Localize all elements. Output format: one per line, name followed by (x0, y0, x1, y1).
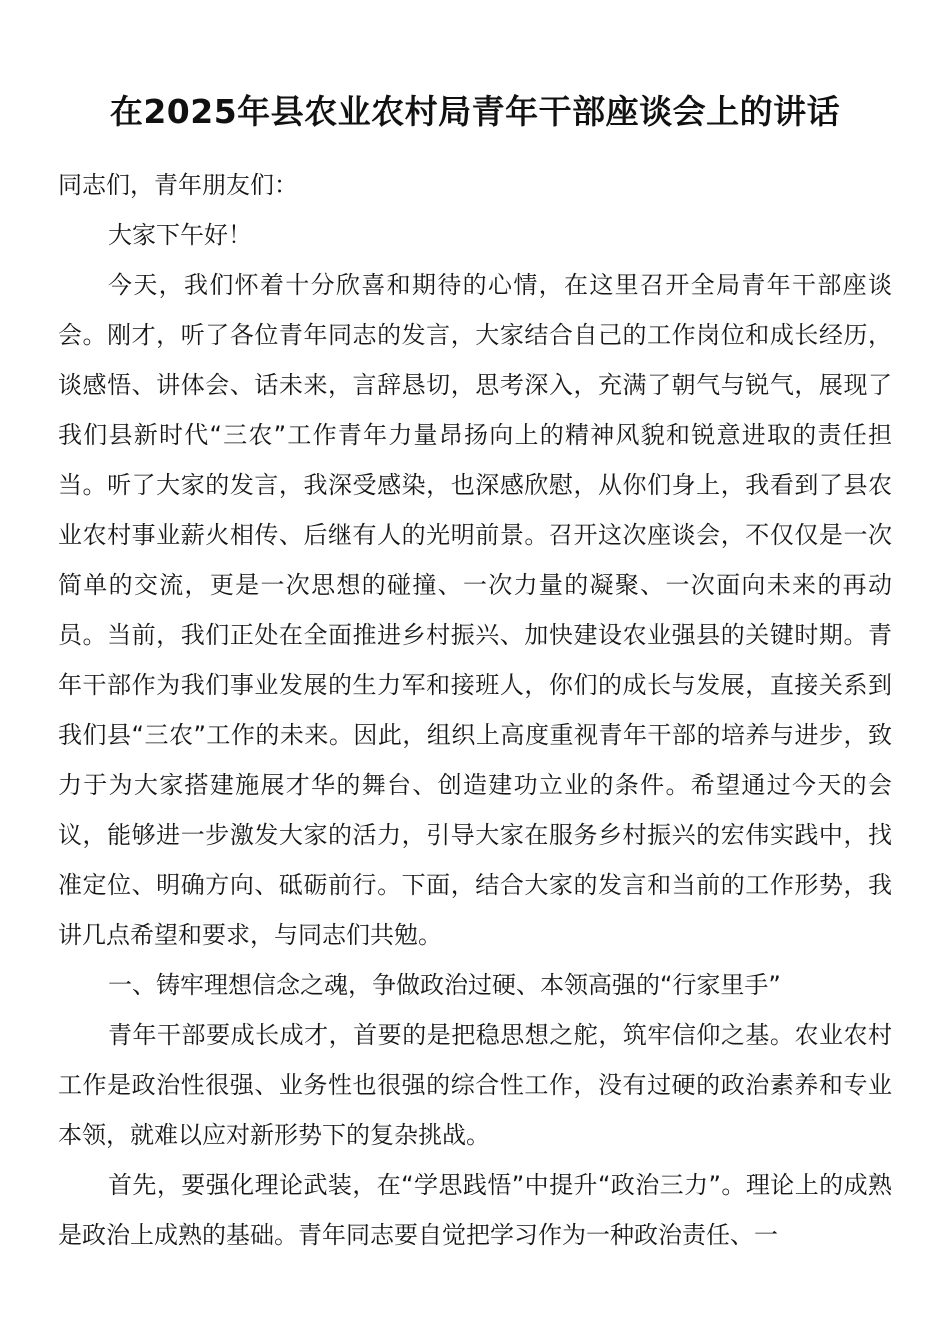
first-point-paragraph: 首先，要强化理论武装，在“学思践悟”中提升“政治三力”。理论上的成熟是政治上成熟的基础。青年同志要自觉把学习作为一种政治责任、一 (58, 1171, 892, 1249)
section-intro-paragraph: 青年干部要成长成才，首要的是把稳思想之舵，筑牢信仰之基。农业农村工作是政治性很强、业务性也很强的综合性工作，没有过硬的政治素养和专业本领，就难以应对新形势下的复杂挑战。 (58, 1021, 892, 1149)
greeting-paragraph: 大家下午好！ (108, 221, 252, 249)
speech-body (58, 160, 892, 1260)
document-title: 在2025年县农业农村局青年干部座谈会上的讲话 (109, 92, 841, 132)
section-heading: 一、铸牢理想信念之魂，争做政治过硬、本领高强的“行家里手” (108, 971, 781, 999)
intro-paragraph: 今天，我们怀着十分欣喜和期待的心情，在这里召开全局青年干部座谈会。刚才，听了各位青年同志的发言，大家结合自己的工作岗位和成长经历，谈感悟、讲体会、话未来，言辞恳切，思考深入，充满了朝气与锐气，展现了我们县新时代“三农”工作青年力量昂扬向上的精神风貌和锐意进取的责任担当。听了大家的发言，我深受感染，也深感欣慰，从你们身上，我看到了县农业农村事业薪火相传、后继有人的光明前景。召开这次座谈会，不仅仅是一次简单的交流，更是一次思想的碰撞、一次力量的凝聚、一次面向未来的再动员。当前，我们正处在全面推进乡村振兴、加快建设农业强县的关键时期。青年干部作为我们事业发展的生力军和接班人，你们的成长与发展，直接关系到我们县“三农”工作的未来。因此，组织上高度重视青年干部的培养与进步，致力于为大家搭建施展才华的舞台、创造建功立业的条件。希望通过今天的会议，能够进一步激发大家的活力，引导大家在服务乡村振兴的宏伟实践中，找准定位、明确方向、砥砺前行。下面，结合大家的发言和当前的工作形势，我讲几点希望和要求，与同志们共勉。 (58, 271, 892, 949)
salutation: 同志们，青年朋友们： (58, 171, 298, 199)
